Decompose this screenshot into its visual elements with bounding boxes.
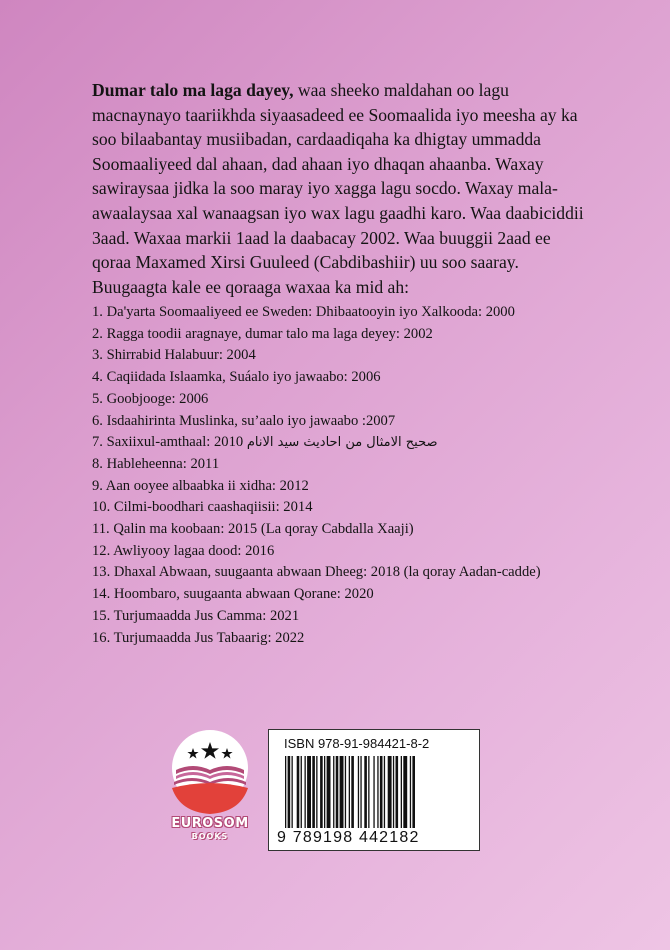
barcode-bar — [358, 756, 359, 828]
publisher-sub: BOOKS — [191, 832, 229, 841]
book-item-7 — [92, 432, 612, 454]
barcode-bar — [380, 756, 383, 828]
barcode-bar — [327, 756, 331, 828]
isbn-label: ISBN 978-91-984421-8-2 — [284, 736, 430, 751]
book-item: 12. Awliyooy lagaa dood: 2016 — [92, 542, 275, 559]
book-item: 3. Shirrabid Halabuur: 2004 — [92, 347, 256, 364]
book-item: 10. Cilmi-boodhari caashaqiisii: 2014 — [92, 499, 313, 516]
book-item: 14. Hoombaro, suugaanta abwaan Qorane: 2020 — [92, 586, 374, 603]
book-title: Dumar talo ma laga dayey, — [92, 80, 294, 100]
book-item-7-label: 7. Saxiixul-amthaal: 2010 — [92, 434, 244, 451]
book-item: 13. Dhaxal Abwaan, suugaanta abwaan Dheeg: 2018 (la qoray Aadan-cadde) — [92, 564, 541, 581]
book-item: 11. Qalin ma koobaan: 2015 (La qoray Cabdalla Xaaji) — [92, 521, 414, 538]
barcode-bar — [403, 756, 407, 828]
book-item: 1. Da'yarta Soomaaliyeed ee Sweden: Dhibaatooyin iyo Xalkooda: 2000 — [92, 304, 515, 320]
barcode-bar — [324, 756, 325, 828]
barcode-bar — [396, 756, 399, 828]
barcode-bar — [373, 756, 374, 828]
barcode-bar — [320, 756, 323, 828]
barcode-bar — [312, 756, 315, 828]
book-item: 5. Goobjooge: 2006 — [92, 390, 209, 407]
book-item: 6. Isdaahirinta Muslinka, su’aalo iyo jawaabo :2007 — [92, 412, 396, 429]
book-item: 16. Turjumaadda Jus Tabaarig: 2022 — [92, 629, 305, 646]
book-item: 15. Turjumaadda Jus Camma: 2021 — [92, 607, 300, 624]
publisher-name: EUROSOM — [171, 816, 249, 831]
book-item: 2. Ragga toodii aragnaye, dumar talo ma laga deyey: 2002 — [92, 325, 433, 342]
book-item: 9. Aan ooyee albaabka ii xidha: 2012 — [92, 477, 309, 494]
barcode-bar — [316, 756, 317, 828]
barcode-bar — [307, 756, 311, 828]
barcode-bar — [297, 756, 300, 828]
book-list — [92, 302, 612, 649]
barcode-bar — [351, 756, 354, 828]
barcode-bar — [368, 756, 369, 828]
barcode-bar — [393, 756, 394, 828]
barcode-bar — [388, 756, 392, 828]
barcode-bar — [333, 756, 334, 828]
barcode-bar — [340, 756, 344, 828]
barcode-bar — [401, 756, 402, 828]
blurb-text: waa sheeko maldahan oo lagu macnaynayo taariikhda siyaasadeed ee Soomaalida iyo meesha ay ka soo bilaabantay musiibadan, cardaadiqaha ka dhigtay ummadda Soomaaliyeed dal ahaan, dad ahaan iyo dhaqan ahaanba. Waxay sawiraysaa jidka la soo maray iyo xagga lagu socdo. Waxay mala-awaalaysaa xal wanaagsan iyo wax lagu gaadhi karo. Waa daabiciddii 3aad. Waxaa markii 1aad la daabacay 2002. Waa buuggii 2aad ee qoraa Maxamed Xirsi Guuleed (Cabdibashiir) uu soo saaray. Buugaagta kale ee qoraaga waxaa ka mid ah: — [92, 80, 584, 297]
barcode-bar — [288, 756, 291, 828]
book-item: 4. Caqiidada Islaamka, Suáalo iyo jawaabo: 2006 — [92, 369, 381, 386]
book-item-7-arabic: صحيح الامثال من احاديث سيد الانام — [246, 435, 438, 451]
barcode-bar — [345, 756, 346, 828]
back-cover-blurb — [92, 78, 592, 299]
barcode-bar — [410, 756, 411, 828]
barcode-bar — [301, 756, 302, 828]
publisher-logo — [160, 728, 260, 848]
barcode-bar — [412, 756, 415, 828]
barcode-icon — [285, 756, 461, 828]
barcode-bar — [377, 756, 378, 828]
book-item: 8. Hableheenna: 2011 — [92, 455, 220, 472]
barcode-bar — [292, 756, 293, 828]
barcode-bar — [364, 756, 367, 828]
barcode-bar — [305, 756, 306, 828]
isbn-barcode-box — [268, 729, 480, 851]
barcode-bar — [384, 756, 385, 828]
isbn-digits: 9 789198 442182 — [277, 829, 420, 846]
barcode-bar — [336, 756, 339, 828]
open-book-with-stars-logo-icon — [160, 728, 260, 820]
barcode-bar — [285, 756, 286, 828]
barcode-bar — [349, 756, 350, 828]
barcode-bar — [360, 756, 361, 828]
